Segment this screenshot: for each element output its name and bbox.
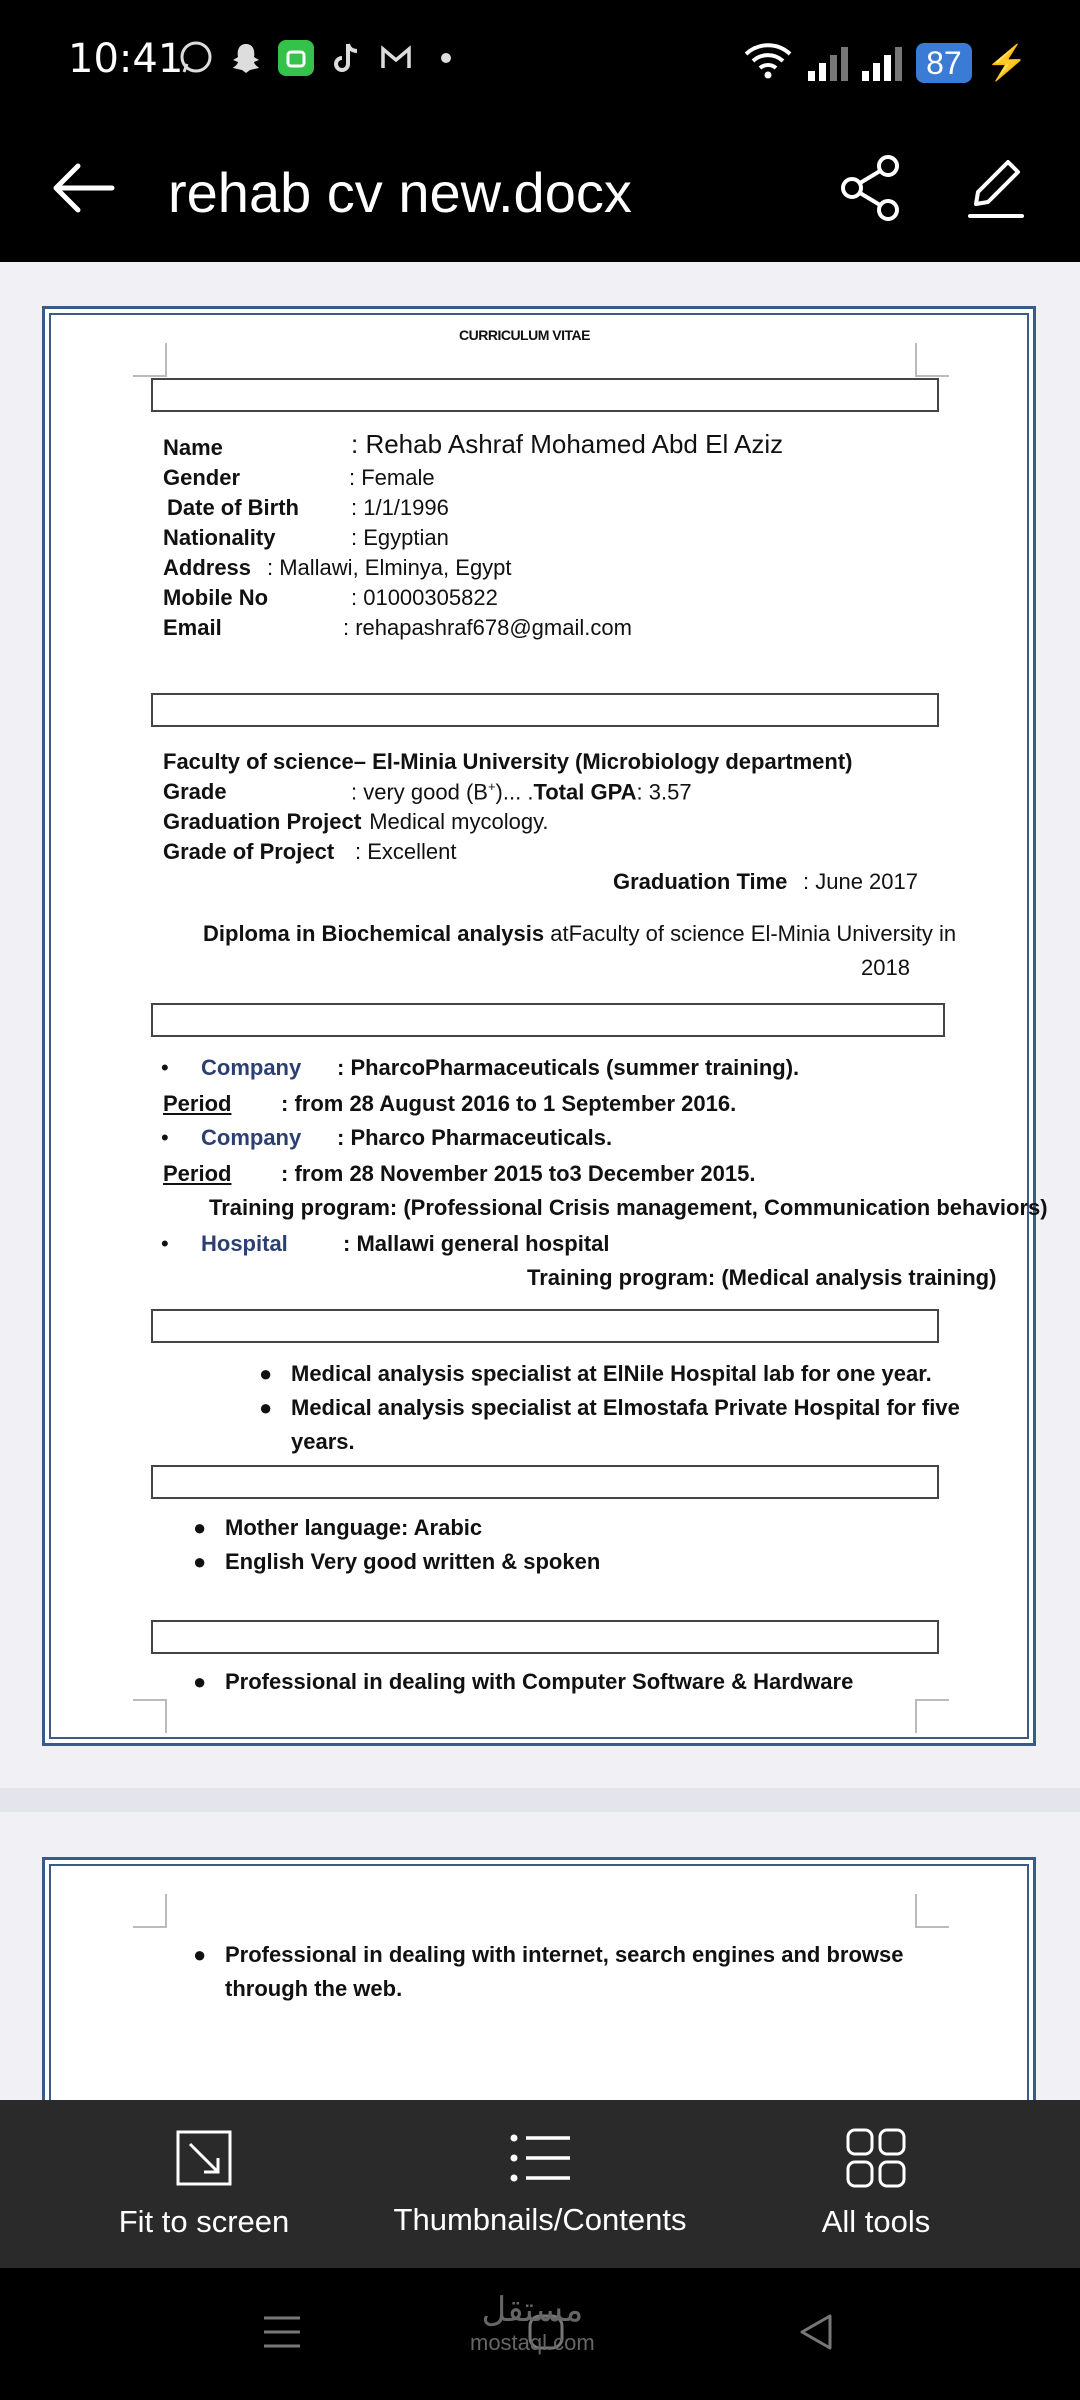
recent-apps-icon[interactable] [262, 2312, 302, 2357]
document-page-2 [42, 1857, 1036, 2100]
education-diploma-year: 2018 [861, 955, 910, 980]
status-time: 10:41 [68, 36, 184, 82]
training-company-label: Company [201, 1125, 302, 1150]
personal-value-gender: : Female [349, 465, 435, 490]
app-bar [0, 120, 1080, 262]
back-nav-icon[interactable] [796, 2312, 836, 2357]
education-grade-label: Grade [163, 779, 227, 804]
experience-bullet: ● [259, 1395, 273, 1420]
status-right [742, 40, 1028, 85]
cv-header: CURRICULUM VITAE [459, 327, 590, 343]
watermark-arabic: مستقل [481, 2291, 584, 2329]
section-heading-box [151, 1465, 939, 1499]
personal-value-nationality: : Egyptian [351, 525, 449, 550]
page-corner-mark [133, 343, 167, 377]
signal-icon-2 [862, 45, 902, 81]
experience-item-2: Medical analysis specialist at Elmostafa Private Hospital for five [291, 1395, 960, 1420]
training-period-1: : from 28 August 2016 to 1 September 2016. [281, 1091, 737, 1116]
experience-item-2-cont: years. [291, 1429, 355, 1454]
document-viewer[interactable] [0, 262, 1080, 2100]
page-corner-mark [133, 1699, 167, 1733]
personal-value-address: : Mallawi, Elminya, Egypt [267, 555, 512, 580]
computer-bullet: ● [193, 1942, 207, 1967]
training-company-label: Company [201, 1055, 302, 1080]
language-item-1: Mother language: Arabic [225, 1515, 483, 1540]
education-project-grade-value: : Excellent [355, 839, 457, 864]
training-period-label: Period [163, 1091, 232, 1116]
all-tools-button[interactable] [786, 2100, 966, 2268]
system-nav-bar [0, 2268, 1080, 2400]
wifi-icon [742, 40, 794, 85]
tiktok-icon [328, 40, 364, 76]
education-project-label: Graduation Project [163, 809, 362, 834]
grade-value-a: : very good (B [351, 779, 488, 805]
diploma-title: Diploma in Biochemical analysis [203, 921, 545, 946]
faculty-value: El-Minia University (Microbiology department) [372, 749, 853, 774]
training-company-2: : Pharco Pharmaceuticals. [337, 1125, 613, 1150]
personal-label-address: Address [163, 555, 252, 580]
notification-icons [178, 40, 464, 76]
training-program-2: Training program: (Medical analysis training) [527, 1265, 997, 1290]
education-project-value: : Medical mycology. [357, 809, 549, 834]
personal-value-name: : Rehab Ashraf Mohamed Abd El Aziz [351, 429, 784, 459]
page-corner-mark [915, 1894, 949, 1928]
status-bar [0, 0, 1080, 120]
language-bullet: ● [193, 1549, 207, 1574]
training-bullet: • [161, 1055, 169, 1080]
thumbnails-contents-label: Thumbnails/Contents [393, 2202, 687, 2237]
computer-item-2-cont: through the web. [225, 1976, 403, 2001]
talabat-icon [278, 40, 314, 76]
training-hospital-label: Hospital [201, 1231, 288, 1256]
grid-icon [846, 2128, 906, 2188]
faculty-label: Faculty of science– [163, 749, 373, 774]
section-heading-box [151, 1003, 945, 1037]
battery-indicator: 87 [916, 43, 972, 83]
personal-label-email: Email [163, 615, 222, 640]
watermark [470, 2290, 595, 2356]
education-project-grade-label: Grade of Project [163, 839, 335, 864]
language-item-2: English Very good written & spoken [225, 1549, 601, 1574]
personal-value-dob: : 1/1/1996 [351, 495, 449, 520]
training-bullet: • [161, 1125, 169, 1150]
list-icon [508, 2130, 572, 2186]
personal-label-dob: Date of Birth [167, 495, 299, 520]
computer-item-2: Professional in dealing with internet, search engines and browse [225, 1942, 904, 1967]
page-corner-mark [915, 1699, 949, 1733]
arrow-left-icon[interactable] [44, 148, 124, 228]
education-diploma [203, 921, 956, 947]
watermark-english: mostaql.com [470, 2330, 595, 2355]
pencil-icon[interactable] [956, 148, 1036, 228]
fit-to-screen-button[interactable] [104, 2100, 304, 2268]
personal-label-gender: Gender [163, 465, 241, 490]
education-faculty [163, 749, 852, 775]
page-corner-mark [915, 343, 949, 377]
grade-value-b: )... . [495, 779, 534, 805]
page-separator [0, 1788, 1080, 1812]
whatsapp-icon [178, 40, 214, 76]
page-corner-mark [133, 1894, 167, 1928]
personal-label-name: Name [163, 435, 223, 460]
section-heading-box [151, 1309, 939, 1343]
document-page-1 [42, 306, 1048, 1746]
dot-icon [428, 40, 464, 76]
language-bullet: ● [193, 1515, 207, 1540]
education-grade-value [351, 779, 692, 805]
personal-label-mobile: Mobile No [163, 585, 269, 610]
education-time-label: Graduation Time [613, 869, 788, 894]
personal-value-mobile: : 01000305822 [351, 585, 498, 610]
computer-bullet: ● [193, 1669, 207, 1694]
training-period-label: Period [163, 1161, 232, 1186]
thumbnails-contents-button[interactable] [380, 2100, 700, 2268]
training-program-1: Training program: (Professional Crisis management, Communication behaviors) [209, 1195, 1048, 1220]
bottom-toolbar [0, 2100, 1080, 2268]
training-period-2: : from 28 November 2015 to3 December 2015. [281, 1161, 756, 1186]
experience-item-1: Medical analysis specialist at ElNile Hospital lab for one year. [291, 1361, 932, 1386]
training-hospital-value: : Mallawi general hospital [343, 1231, 610, 1256]
training-company-1: : PharcoPharmaceuticals (summer training). [337, 1055, 800, 1080]
all-tools-label: All tools [821, 2204, 931, 2239]
experience-bullet: ● [259, 1361, 273, 1386]
snapchat-icon [228, 40, 264, 76]
gmail-icon [378, 40, 414, 76]
signal-icon-1 [808, 45, 848, 81]
fit-to-screen-label: Fit to screen [118, 2204, 290, 2239]
charging-icon: ⚡ [985, 43, 1028, 82]
fit-to-screen-icon [174, 2128, 234, 2188]
personal-value-email: : rehapashraf678@gmail.com [343, 615, 632, 640]
document-title: rehab cv new.docx [168, 161, 632, 224]
gpa-label: Total GPA [533, 779, 637, 805]
personal-label-nationality: Nationality [163, 525, 276, 550]
grade-sup: + [487, 779, 496, 794]
section-heading-box [151, 1620, 939, 1654]
share-icon[interactable] [830, 148, 910, 228]
training-bullet: • [161, 1231, 169, 1256]
gpa-value: : 3.57 [636, 779, 692, 805]
education-time-value: : June 2017 [803, 869, 918, 894]
computer-item-1: Professional in dealing with Computer Software & Hardware [225, 1669, 854, 1694]
section-heading-box [151, 378, 939, 412]
section-heading-box [151, 693, 939, 727]
diploma-institution: atFaculty of science El-Minia University in [544, 921, 957, 946]
